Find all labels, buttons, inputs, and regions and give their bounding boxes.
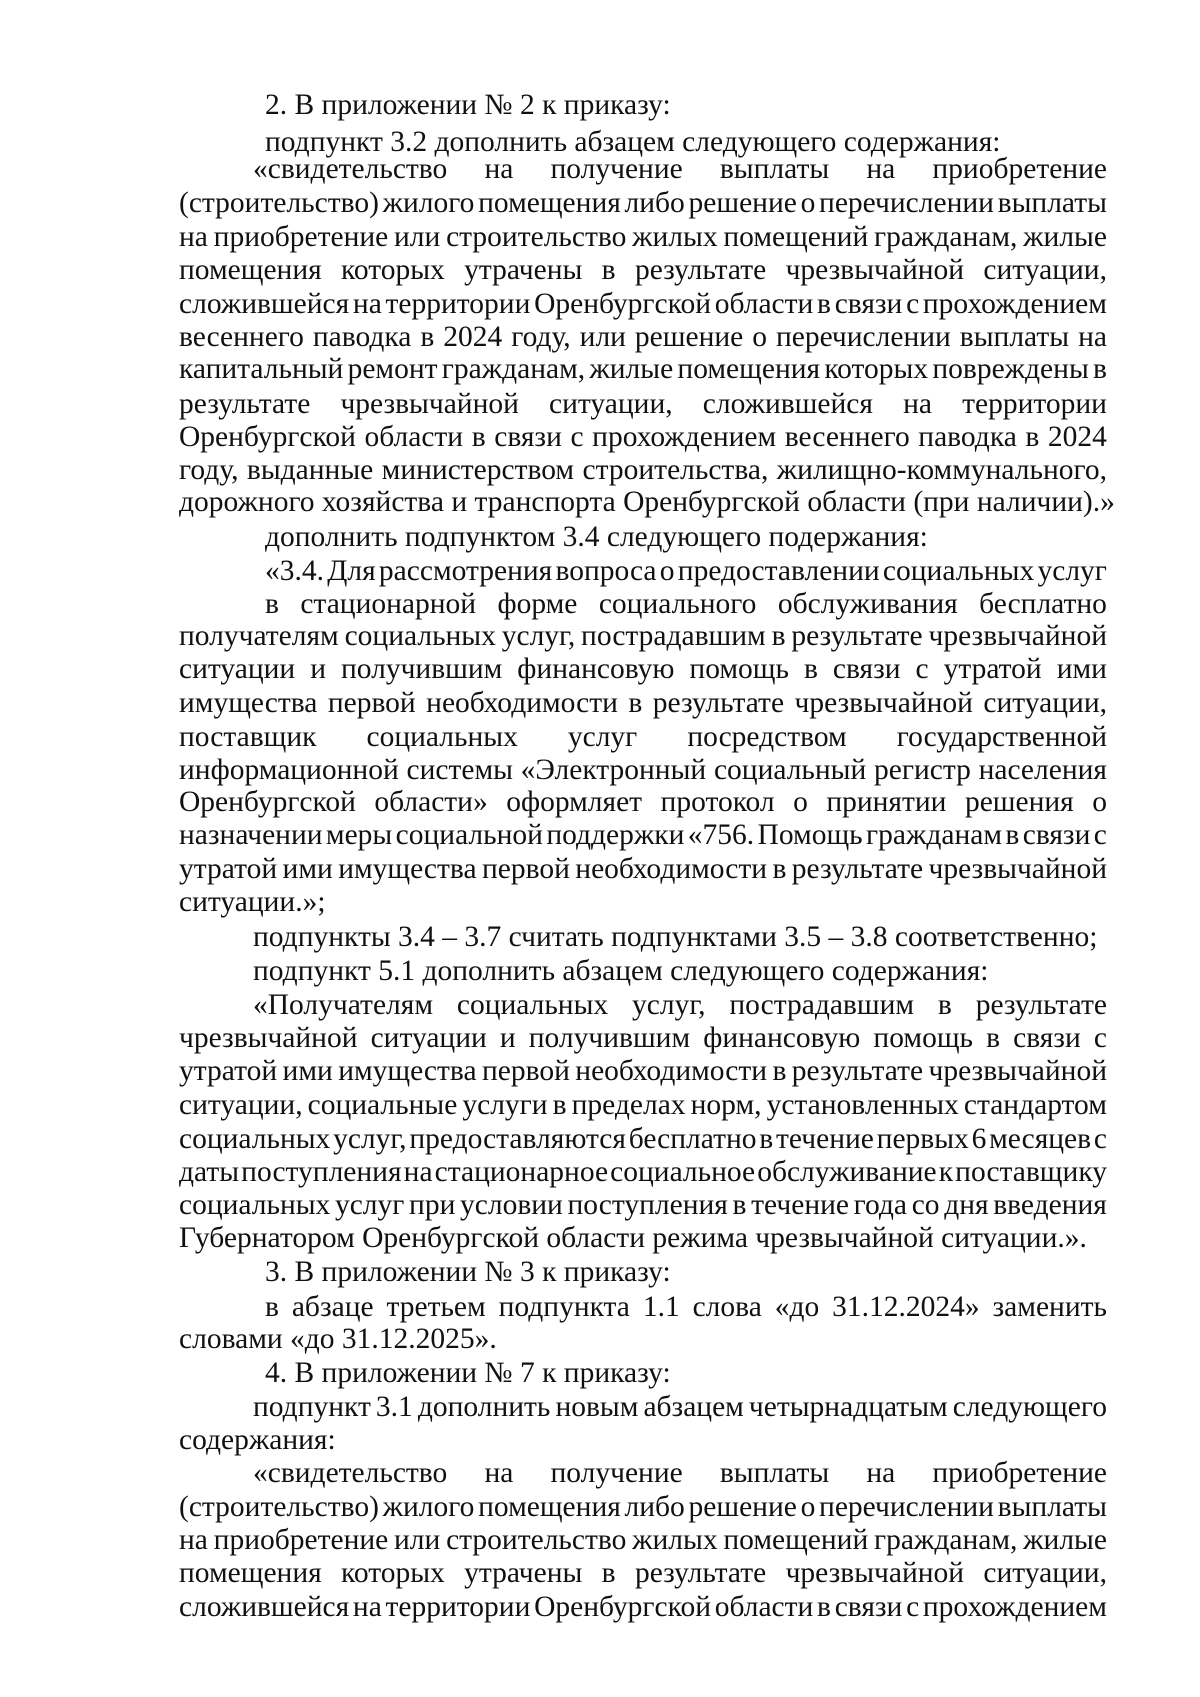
text-line: Оренбургской области» оформляет протокол о принятии решения о <box>179 786 1107 818</box>
text-line: даты поступления на стационарное социальное обслуживание к поставщику <box>179 1156 1107 1188</box>
text-line: капитальный ремонт гражданам, жилые помещения которых повреждены в <box>179 353 1107 385</box>
text-line: на приобретение или строительство жилых помещений гражданам, жилые <box>179 221 1107 253</box>
text-line: «3.4. Для рассмотрения вопроса о предоставлении социальных услуг <box>265 555 1107 587</box>
text-line: помещения которых утрачены в результате чрезвычайной ситуации, <box>179 254 1107 286</box>
text-line: подпункт 5.1 дополнить абзацем следующего содержания: <box>253 955 989 987</box>
text-line: дополнить подпунктом 3.4 следующего подержания: <box>265 521 928 553</box>
text-line: в стационарной форме социального обслуживания бесплатно <box>265 588 1107 620</box>
text-line: Оренбургской области в связи с прохождением весеннего паводка в 2024 <box>179 421 1107 453</box>
text-line: 3. В приложении № 3 к приказу: <box>265 1256 671 1288</box>
text-line: ситуации.»; <box>179 886 326 918</box>
text-line: назначении меры социальной поддержки «756. Помощь гражданам в связи с <box>179 819 1107 851</box>
text-line: ситуации, социальные услуги в пределах норм, установленных стандартом <box>179 1089 1107 1121</box>
text-line: подпункт 3.1 дополнить новым абзацем четырнадцатым следующего <box>253 1391 1107 1423</box>
text-line: 4. В приложении № 7 к приказу: <box>265 1357 671 1389</box>
text-line: на приобретение или строительство жилых помещений гражданам, жилые <box>179 1524 1107 1556</box>
text-line: 2. В приложении № 2 к приказу: <box>265 89 671 121</box>
text-line: чрезвычайной ситуации и получившим финансовую помощь в связи с <box>179 1022 1107 1054</box>
text-line: социальных услуг, предоставляются бесплатно в течение первых 6 месяцев с <box>179 1123 1107 1155</box>
text-line: «свидетельство на получение выплаты на приобретение <box>253 1457 1107 1489</box>
text-line: содержания: <box>179 1424 336 1456</box>
text-line: словами «до 31.12.2025». <box>179 1323 497 1355</box>
text-line: «Получателям социальных услуг, пострадавшим в результате <box>253 989 1107 1021</box>
text-line: подпункты 3.4 – 3.7 считать подпунктами 3.5 – 3.8 соответственно; <box>253 921 1098 953</box>
text-line: подпункт 3.2 дополнить абзацем следующего содержания: <box>265 126 1001 158</box>
text-line: году, выданные министерством строительства, жилищно-коммунального, <box>179 454 1107 486</box>
text-line: результате чрезвычайной ситуации, сложившейся на территории <box>179 388 1107 420</box>
text-line: «свидетельство на получение выплаты на приобретение <box>253 153 1107 185</box>
text-line: (строительство) жилого помещения либо решение о перечислении выплаты <box>179 187 1107 219</box>
text-line: весеннего паводка в 2024 году, или решение о перечислении выплаты на <box>179 321 1107 353</box>
text-line: Губернатором Оренбургской области режима чрезвычайной ситуации.». <box>179 1222 1087 1254</box>
text-line: ситуации и получившим финансовую помощь в связи с утратой ими <box>179 653 1107 685</box>
text-line: сложившейся на территории Оренбургской области в связи с прохождением <box>179 288 1107 320</box>
text-line: сложившейся на территории Оренбургской области в связи с прохождением <box>179 1591 1107 1623</box>
text-line: имущества первой необходимости в результате чрезвычайной ситуации, <box>179 687 1107 719</box>
text-line: получателям социальных услуг, пострадавшим в результате чрезвычайной <box>179 620 1107 652</box>
text-line: (строительство) жилого помещения либо решение о перечислении выплаты <box>179 1491 1107 1523</box>
text-line: помещения которых утрачены в результате чрезвычайной ситуации, <box>179 1557 1107 1589</box>
text-line: социальных услуг при условии поступления в течение года со дня введения <box>179 1189 1107 1221</box>
text-line: утратой ими имущества первой необходимости в результате чрезвычайной <box>179 853 1107 885</box>
text-line: поставщик социальных услуг посредством государственной <box>179 721 1107 753</box>
text-line: дорожного хозяйства и транспорта Оренбургской области (при наличии).» <box>179 486 1115 518</box>
text-line: в абзаце третьем подпункта 1.1 слова «до 31.12.2024» заменить <box>265 1291 1107 1323</box>
text-line: информационной системы «Электронный социальный регистр населения <box>179 754 1107 786</box>
text-line: утратой ими имущества первой необходимости в результате чрезвычайной <box>179 1055 1107 1087</box>
